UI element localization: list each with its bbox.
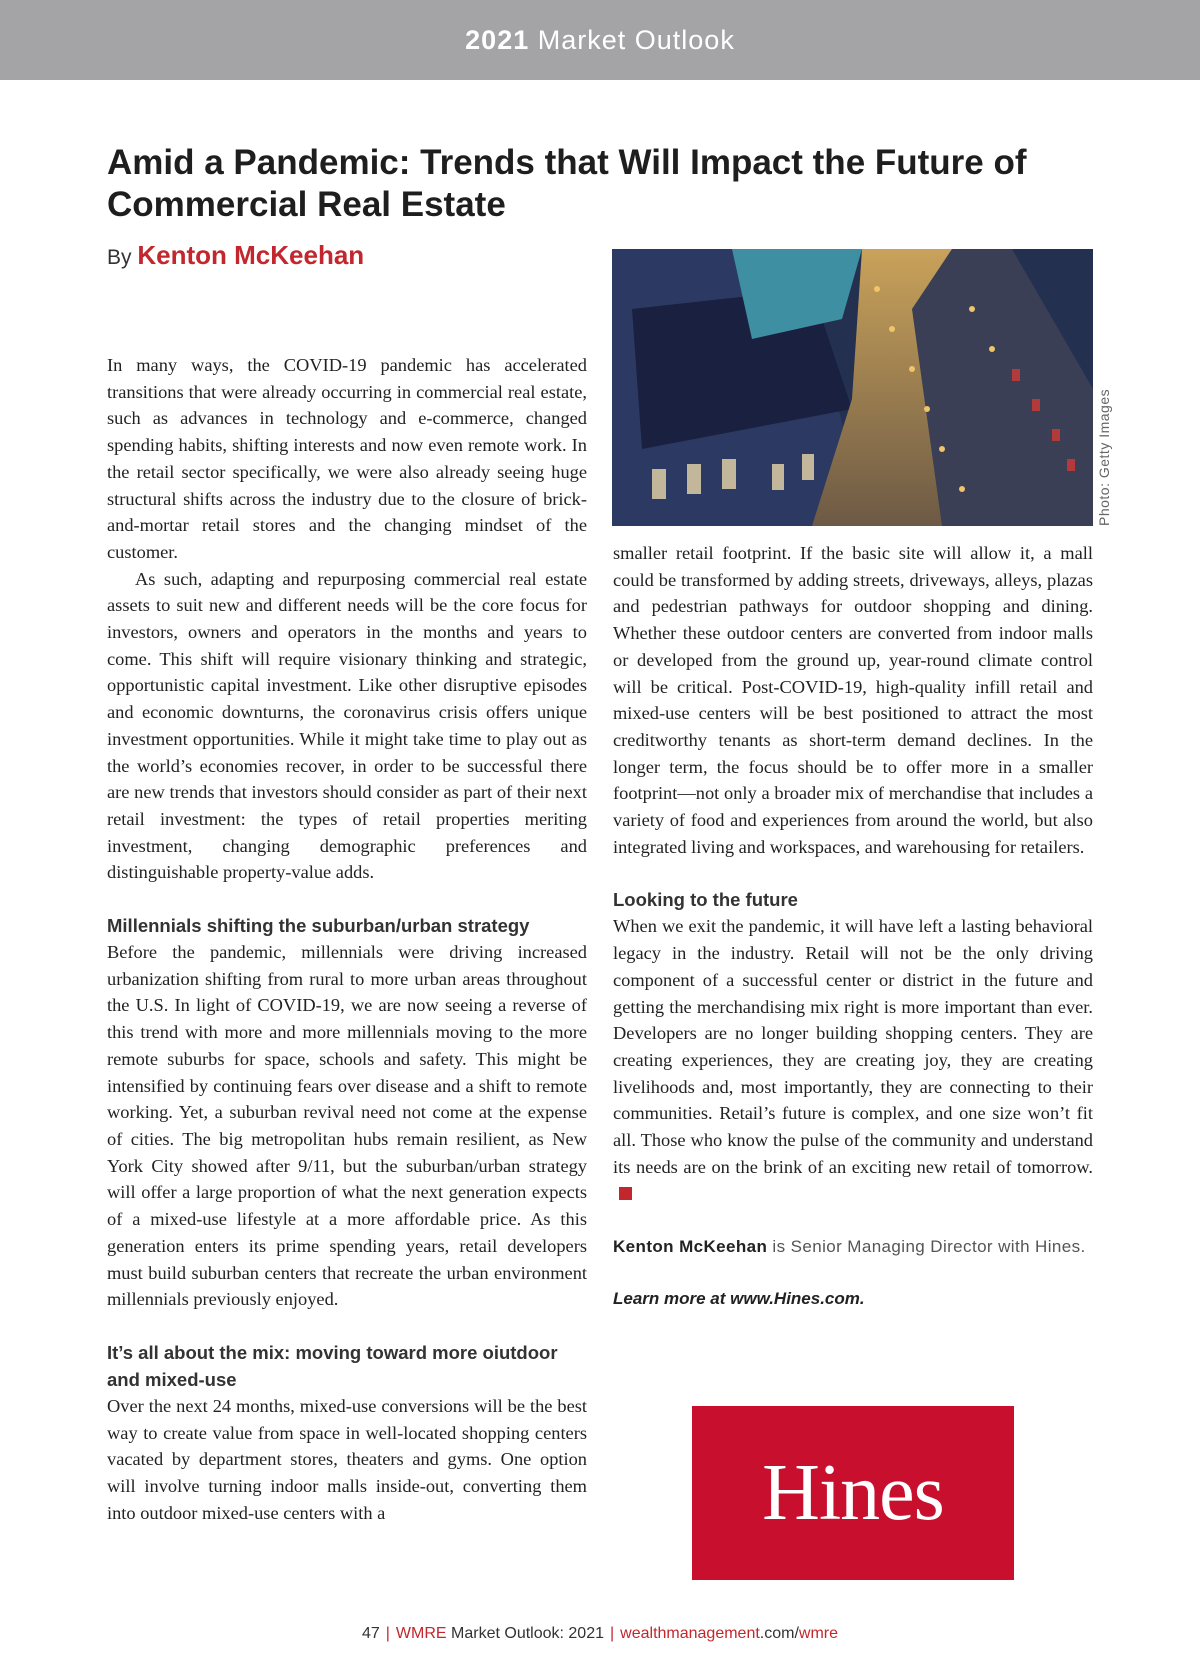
subheading-millennials: Millennials shifting the suburban/urban strategy <box>107 915 530 937</box>
byline-prefix: By <box>107 246 132 269</box>
subheading-mix: It’s all about the mix: moving toward more oiutdoor and mixed-use <box>107 1341 558 1390</box>
left-column <box>107 352 587 1526</box>
photo-credit: Photo: Getty Images <box>1096 388 1112 526</box>
street-photo <box>612 249 1093 526</box>
author-bio <box>613 1233 1093 1260</box>
end-mark <box>619 1187 632 1200</box>
footer-url[interactable] <box>620 1625 838 1642</box>
bio-name: Kenton McKeehan <box>613 1237 768 1257</box>
paragraph: Over the next 24 months, mixed-use conversions will be the best way to create value from space in well-located shopping centers vacated by department stores, theaters and gyms. One option will involve turning indoor malls inside-out, converting them into outdoor mixed-use centers with a <box>107 1395 587 1523</box>
page-number: 47 <box>361 1625 380 1642</box>
paragraph: In many ways, the COVID-19 pandemic has accelerated transitions that were already occurring in commercial real estate, such as advances in technology and e-commerce, changed spending habits, shifting interests and now even remote work. In the retail sector specifically, we were also already seeing huge structural shifts across the industry due to the closure of brick-and-mortar retail stores and the changing mindset of the customer. <box>107 355 587 562</box>
street-photo-illustration <box>612 249 1093 526</box>
url-path: wmre <box>798 1625 839 1642</box>
hines-logo-text: Hines <box>762 1448 944 1537</box>
publication-name: Market Outlook: 2021 <box>446 1625 604 1642</box>
url-brand: wealthmanagement <box>620 1625 760 1642</box>
section-banner <box>0 0 1200 80</box>
banner-year: 2021 <box>465 25 530 55</box>
paragraph-text: When we exit the pandemic, it will have left a lasting behavioral legacy in the industry. Retail will not be the only driving component of a successful center or district in the future and getting the merchandising mix right is more important than ever. Developers are no longer building shopping centers. They are creating experiences, they are creating joy, they are creating livelihoods and, most importantly, they are connecting to their communities. Retail’s future is complex, and one size won’t fit all. Those who know the pulse of the community and understand its needs are on the brink of an exciting new retail of tomorrow. <box>613 916 1093 1177</box>
author-name: Kenton McKeehan <box>137 240 365 270</box>
bio-text: is Senior Managing Director with Hines. <box>767 1237 1086 1257</box>
publication-brand: WMRE <box>395 1625 447 1642</box>
footer-separator: | <box>385 1625 390 1642</box>
url-domain: .com/ <box>759 1625 799 1642</box>
paragraph: smaller retail footprint. If the basic site will allow it, a mall could be transformed by adding streets, driveways, alleys, plazas and pedestrian pathways for outdoor shopping and dining. Whether these outdoor centers are converted from indoor malls or developed from the ground up, year-round climate control will be critical. Post-COVID-19, high-quality infill retail and mixed-use centers will be best positioned to attract the most creditworthy tenants as short-term demand declines. In the longer term, the focus should be to offer more in a smaller footprint—not only a broader mix of merchandise that includes a variety of food and experiences from around the world, but also integrated living and workspaces, and warehousing for retailers. <box>613 543 1093 857</box>
banner-label: Market Outlook <box>537 25 735 55</box>
paragraph: Before the pandemic, millennials were driving increased urbanization shifting from rural to more urban areas throughout the U.S. In light of COVID-19, we are now seeing a reverse of this trend with more and more millennials moving to the more remote suburbs for space, schools and safety. This might be intensified by continuing fears over disease and a shift to remote working. Yet, a suburban revival need not come at the expense of cities. The big metropolitan hubs remain resilient, as New York City showed after 9/11, but the suburban/urban strategy will offer a large proportion of what the next generation expects of a mixed-use lifestyle at a more affordable price. As this generation enters its prime spending years, retail developers must build suburban centers that recreate the urban environment millennials previously enjoyed. <box>107 942 587 1310</box>
article-title: Amid a Pandemic: Trends that Will Impact the Future of Commercial Real Estate <box>107 143 1027 224</box>
paragraph <box>613 913 1093 1207</box>
subheading-future: Looking to the future <box>613 889 798 911</box>
footer-separator: | <box>610 1625 615 1642</box>
hines-logo <box>692 1406 1014 1580</box>
paragraph: As such, adapting and repurposing commercial real estate assets to suit new and different needs will be the core focus for investors, owners and operators in the months and years to come. This shift will require visionary thinking and strategic, opportunistic capital investment. Like other disruptive episodes and economic downturns, the coronavirus crisis offers unique investment opportunities. While it might take time to play out as the world’s economies recover, in order to be successful there are new trends that investors should consider as part of their next retail investment: the types of retail properties meriting investment, changing demographic preferences and distinguishable property-value adds. <box>107 568 587 883</box>
learn-more-link[interactable]: Learn more at www.Hines.com. <box>613 1289 865 1309</box>
byline <box>107 240 364 271</box>
right-column <box>613 540 1093 1313</box>
page-footer <box>0 1625 1200 1643</box>
